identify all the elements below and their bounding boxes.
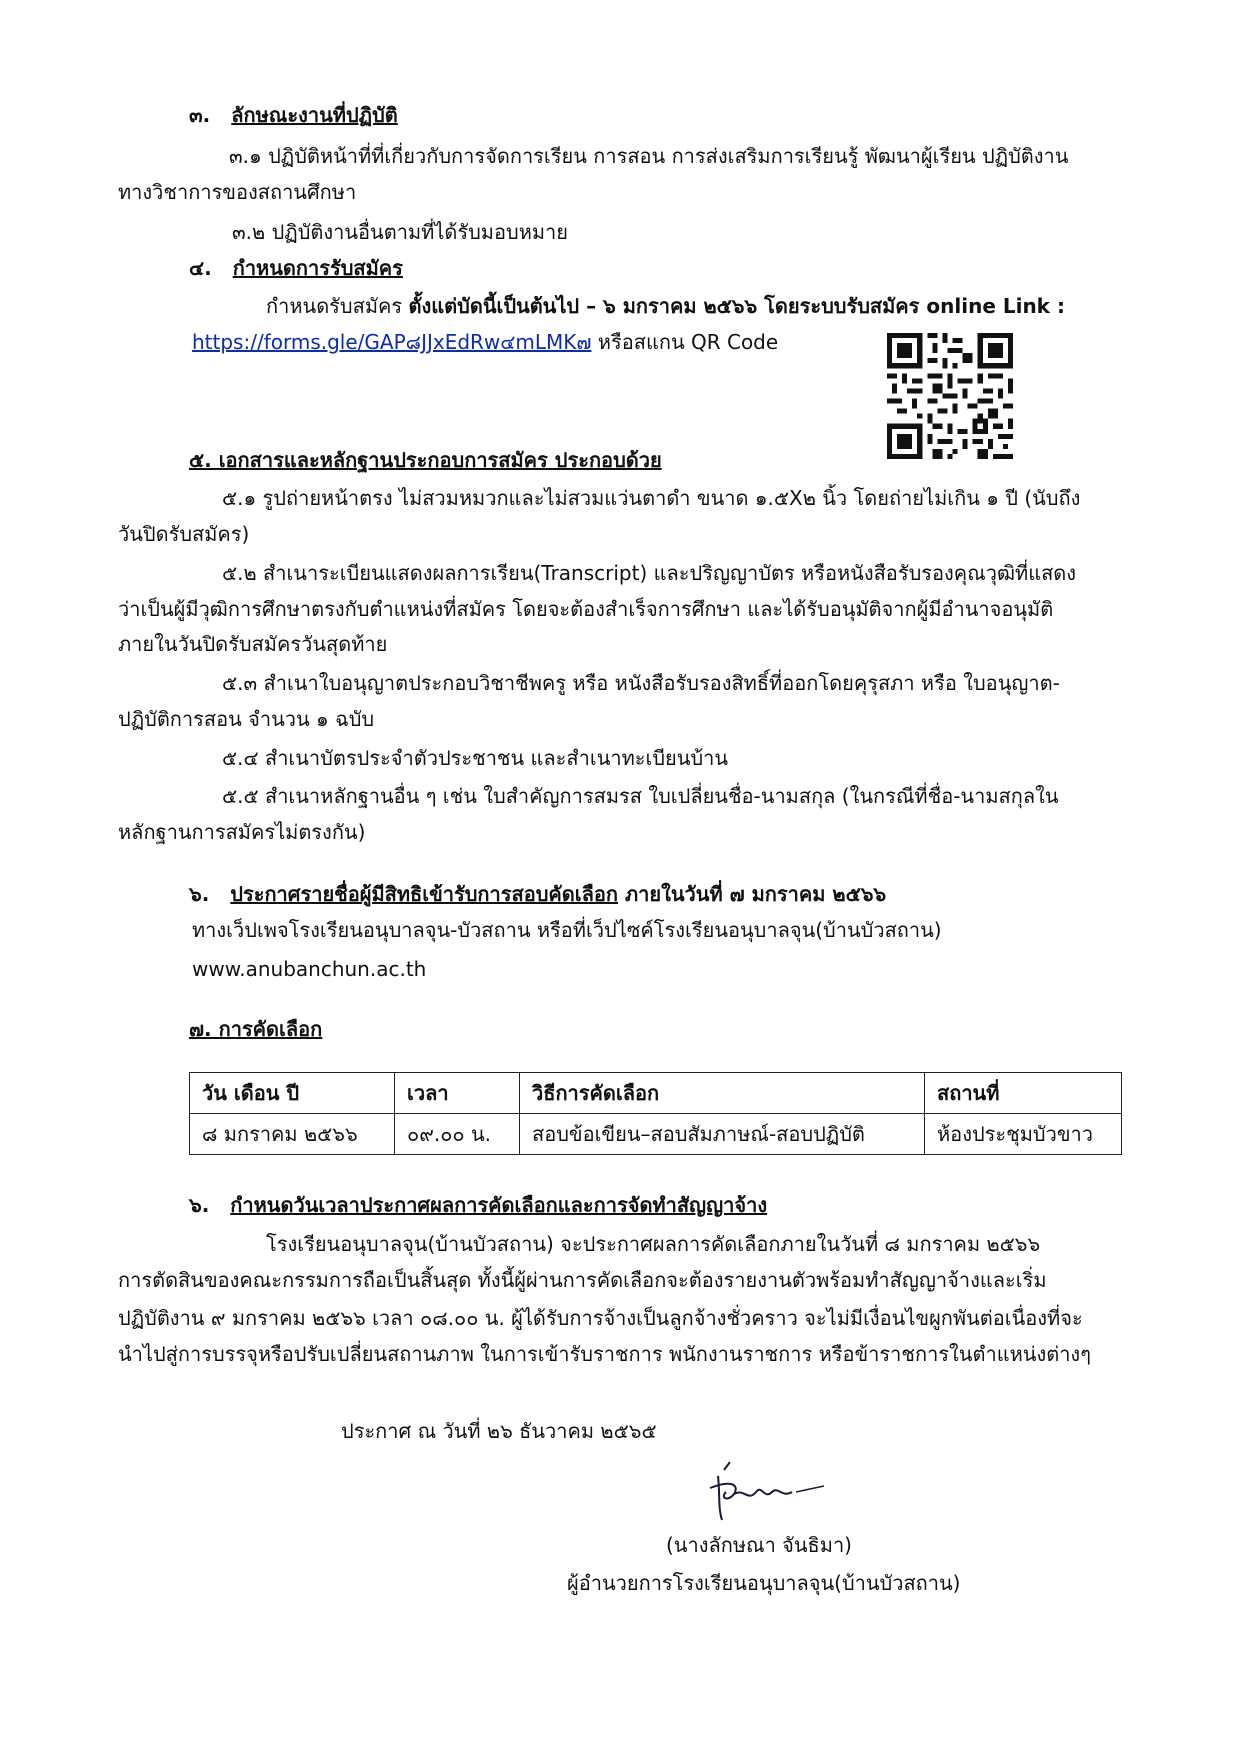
section-5-item-2-line-1: ๕.๒ สำเนาระเบียนแสดงผลการเรียน(Transcript) และปริญญาบัตร หรือหนังสือรับรองคุณวุฒิที่แสดง <box>222 561 1077 585</box>
section-5-item-2-line-2: ว่าเป็นผู้มีวุฒิการศึกษาตรงกับตำแหน่งที่สมัคร โดยจะต้องสำเร็จการศึกษา และได้รับอนุมัติจากผู้มีอำนาจอนุมัติ <box>118 597 1054 621</box>
section-4-heading <box>189 256 403 280</box>
signer-name: (นางลักษณา จันธิมา) <box>666 1533 852 1557</box>
signer-position: ผู้อำนวยการโรงเรียนอนุบาลจุน(บ้านบัวสถาน) <box>567 1571 961 1595</box>
application-period-prefix: กำหนดรับสมัคร <box>266 294 409 318</box>
section-6-heading <box>189 882 886 906</box>
section-3-title: ลักษณะงานที่ปฏิบัติ <box>231 103 398 127</box>
column-header-time: เวลา <box>395 1073 520 1114</box>
section-5-heading: ๕. เอกสารและหลักฐานประกอบการสมัคร ประกอบด้วย <box>189 448 662 472</box>
section-8-line-1: โรงเรียนอนุบาลจุน(บ้านบัวสถาน) จะประกาศผลการคัดเลือกภายในวันที่ ๘ มกราคม ๒๕๖๖ <box>266 1232 1041 1256</box>
section-4-number: ๔. <box>189 256 212 280</box>
application-period-dates: ตั้งแต่บัดนี้เป็นต้นไป – ๖ มกราคม ๒๕๖๖ โดยระบบรับสมัคร online Link : <box>408 294 1065 318</box>
column-header-location: สถานที่ <box>925 1073 1122 1114</box>
section-5-item-1-line-2: วันปิดรับสมัคร) <box>118 522 250 546</box>
column-header-method: วิธีการคัดเลือก <box>520 1073 925 1114</box>
application-form-link[interactable]: https://forms.gle/GAP๘JJxEdRw๔mLMK๗ <box>192 330 592 354</box>
section-5-item-1-line-1: ๕.๑ รูปถ่ายหน้าตรง ไม่สวมหมวกและไม่สวมแว่นตาดำ ขนาด ๑.๕X๒ นิ้ว โดยถ่ายไม่เกิน ๑ ปี (นับถึง <box>222 486 1081 510</box>
section-5-item-3-line-1: ๕.๓ สำเนาใบอนุญาตประกอบวิชาชีพครู หรือ หนังสือรับรองสิทธิ์ที่ออกโดยคุรุสภา หรือ ใบอนุญาต- <box>222 671 1060 695</box>
application-period-line <box>266 294 1065 318</box>
table-row <box>190 1114 1122 1155</box>
section-3-heading <box>189 103 398 127</box>
section-3-item-1-line-2: ทางวิชาการของสถานศึกษา <box>118 180 357 204</box>
column-header-date: วัน เดือน ปี <box>190 1073 395 1114</box>
signature-image <box>700 1458 830 1528</box>
section-6-number: ๖. <box>189 882 210 906</box>
section-5-item-2-line-3: ภายในวันปิดรับสมัครวันสุดท้าย <box>118 632 388 656</box>
section-8-line-2: การตัดสินของคณะกรรมการถือเป็นสิ้นสุด ทั้งนี้ผู้ผ่านการคัดเลือกจะต้องรายงานตัวพร้อมทำสัญญาจ้างและเริ่ม <box>118 1268 1047 1292</box>
section-6-date: ภายในวันที่ ๗ มกราคม ๒๕๖๖ <box>618 882 887 906</box>
cell-time: ๐๙.๐๐ น. <box>395 1114 520 1155</box>
section-8-line-3: ปฏิบัติงาน ๙ มกราคม ๒๕๖๖ เวลา ๐๘.๐๐ น. ผู้ได้รับการจ้างเป็นลูกจ้างชั่วคราว จะไม่มีเงื่อนไขผูกพันต่อเนื่องที่จะ <box>118 1306 1083 1330</box>
section-5-item-3-line-2: ปฏิบัติการสอน จำนวน ๑ ฉบับ <box>118 707 375 731</box>
section-8-number: ๖. <box>189 1193 210 1217</box>
section-8-title: กำหนดวันเวลาประกาศผลการคัดเลือกและการจัดทำสัญญาจ้าง <box>230 1193 768 1217</box>
cell-location: ห้องประชุมบัวขาว <box>925 1114 1122 1155</box>
section-5-item-5-line-2: หลักฐานการสมัครไม่ตรงกัน) <box>118 820 366 844</box>
section-5-item-4: ๕.๔ สำเนาบัตรประจำตัวประชาชน และสำเนาทะเบียนบ้าน <box>222 746 729 770</box>
cell-date: ๘ มกราคม ๒๕๖๖ <box>190 1114 395 1155</box>
section-6-line-1: ทางเว็ปเพจโรงเรียนอนุบาลจุน-บัวสถาน หรือที่เว็ปไซค์โรงเรียนอนุบาลจุน(บ้านบัวสถาน) <box>192 918 942 942</box>
school-website-url: www.anubanchun.ac.th <box>192 957 427 981</box>
qr-instruction: หรือสแกน QR Code <box>591 330 779 354</box>
section-5-item-5-line-1: ๕.๕ สำเนาหลักฐานอื่น ๆ เช่น ใบสำคัญการสมรส ใบเปลี่ยนชื่อ-นามสกุล (ในกรณีที่ชื่อ-นามสกุลใน <box>222 784 1059 808</box>
section-6-title: ประกาศรายชื่อผู้มีสิทธิเข้ารับการสอบคัดเลือก <box>230 882 619 906</box>
application-link-line <box>192 330 778 354</box>
section-3-number: ๓. <box>189 103 211 127</box>
section-4-title: กำหนดการรับสมัคร <box>232 256 403 280</box>
cell-method: สอบข้อเขียน–สอบสัมภาษณ์-สอบปฏิบัติ <box>520 1114 925 1155</box>
qr-code-icon <box>887 333 1013 459</box>
selection-schedule-table <box>189 1072 1122 1155</box>
section-8-heading <box>189 1193 767 1217</box>
section-8-line-4: นำไปสู่การบรรจุหรือปรับเปลี่ยนสถานภาพ ในการเข้ารับราชการ พนักงานราชการ หรือข้าราชการในตำแหน่งต่างๆ <box>118 1342 1091 1366</box>
table-header-row <box>190 1073 1122 1114</box>
section-3-item-1-line-1: ๓.๑ ปฏิบัติหน้าที่ที่เกี่ยวกับการจัดการเรียน การสอน การส่งเสริมการเรียนรู้ พัฒนาผู้เรียน ปฏิบัติงาน <box>229 144 1069 168</box>
section-3-item-2: ๓.๒ ปฏิบัติงานอื่นตามที่ได้รับมอบหมาย <box>232 220 569 244</box>
announcement-date: ประกาศ ณ วันที่ ๒๖ ธันวาคม ๒๕๖๕ <box>341 1419 657 1443</box>
section-7-heading: ๗. การคัดเลือก <box>189 1017 323 1041</box>
